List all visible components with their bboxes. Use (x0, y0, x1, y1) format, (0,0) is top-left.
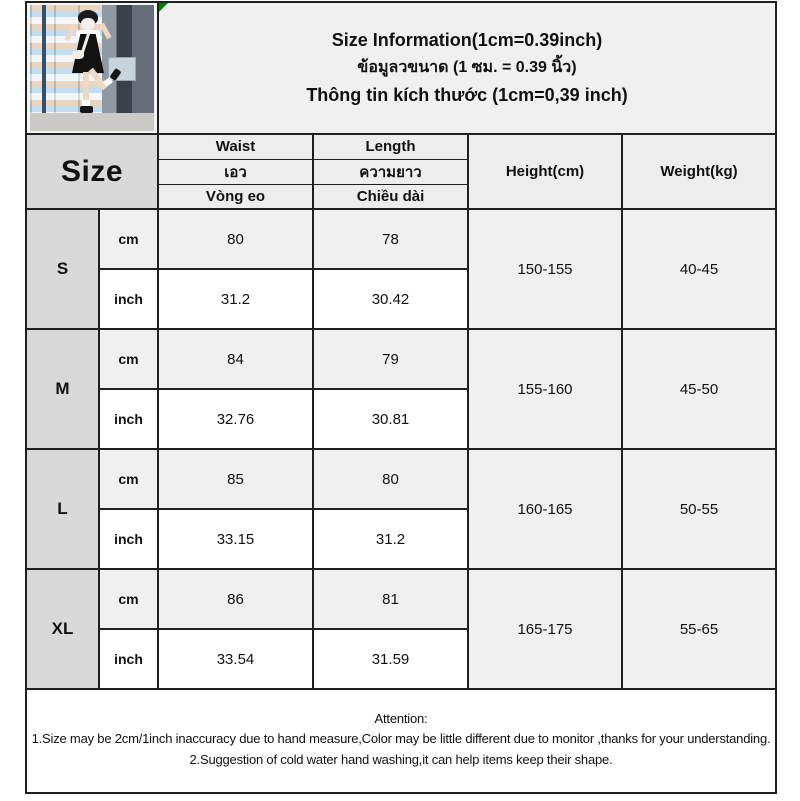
unit-label-cm: cm (99, 209, 158, 269)
photo-cell (26, 2, 158, 134)
photo-model-shoe-1 (80, 106, 93, 113)
height-range: 165-175 (468, 569, 622, 689)
size-chart-page (0, 1, 800, 801)
header-size: Size (26, 134, 158, 209)
title-cell (158, 2, 776, 134)
header-length-vi: Chiều dài (313, 184, 468, 209)
weight-range: 50-55 (622, 449, 776, 569)
header-length-th: ความยาว (313, 159, 468, 184)
waist-value: 33.15 (158, 509, 313, 569)
waist-value: 86 (158, 569, 313, 629)
length-value: 80 (313, 449, 468, 509)
header-waist-vi: Vòng eo (158, 184, 313, 209)
size-label-l: L (26, 449, 99, 569)
length-value: 30.81 (313, 389, 468, 449)
size-label-xl: XL (26, 569, 99, 689)
height-range: 155-160 (468, 329, 622, 449)
waist-value: 85 (158, 449, 313, 509)
size-label-s: S (26, 209, 99, 329)
header-waist-th: เอว (158, 159, 313, 184)
waist-value: 84 (158, 329, 313, 389)
waist-value: 32.76 (158, 389, 313, 449)
waist-value: 80 (158, 209, 313, 269)
title-vi: Thông tin kích thước (1cm=0,39 inch) (306, 84, 628, 105)
length-value: 31.59 (313, 629, 468, 689)
length-value: 81 (313, 569, 468, 629)
cell-comment-marker-icon (159, 3, 168, 12)
length-value: 78 (313, 209, 468, 269)
title-th: ข้อมูลวขนาด (1 ซม. = 0.39 นิ้ว) (357, 59, 577, 77)
photo-model-bag (72, 50, 84, 59)
header-waist-en: Waist (158, 134, 313, 159)
size-label-m: M (26, 329, 99, 449)
length-value: 79 (313, 329, 468, 389)
height-range: 150-155 (468, 209, 622, 329)
photo-door-frame (42, 5, 46, 113)
waist-value: 31.2 (158, 269, 313, 329)
unit-label-cm: cm (99, 569, 158, 629)
attention-cell (26, 689, 776, 793)
header-height: Height(cm) (468, 134, 622, 209)
waist-value: 33.54 (158, 629, 313, 689)
size-chart-table (25, 1, 777, 794)
unit-label-inch: inch (99, 509, 158, 569)
height-range: 160-165 (468, 449, 622, 569)
photo-model-leg-standing (83, 72, 89, 102)
header-length-en: Length (313, 134, 468, 159)
length-value: 30.42 (313, 269, 468, 329)
weight-range: 40-45 (622, 209, 776, 329)
photo-floor (30, 113, 154, 131)
unit-label-inch: inch (99, 629, 158, 689)
header-weight: Weight(kg) (622, 134, 776, 209)
unit-label-inch: inch (99, 269, 158, 329)
length-value: 31.2 (313, 509, 468, 569)
unit-label-inch: inch (99, 389, 158, 449)
unit-label-cm: cm (99, 449, 158, 509)
weight-range: 55-65 (622, 569, 776, 689)
attention-line-1: 1.Size may be 2cm/1inch inaccuracy due to hand measure,Color may be little different due to monitor ,thanks for your understanding. (31, 731, 771, 747)
product-photo (30, 5, 154, 131)
weight-range: 45-50 (622, 329, 776, 449)
attention-title: Attention: (374, 711, 428, 727)
photo-model-face-mask (81, 18, 95, 30)
title-en: Size Information(1cm=0.39inch) (331, 30, 603, 51)
unit-label-cm: cm (99, 329, 158, 389)
attention-line-2: 2.Suggestion of cold water hand washing,it can help items keep their shape. (189, 751, 613, 767)
